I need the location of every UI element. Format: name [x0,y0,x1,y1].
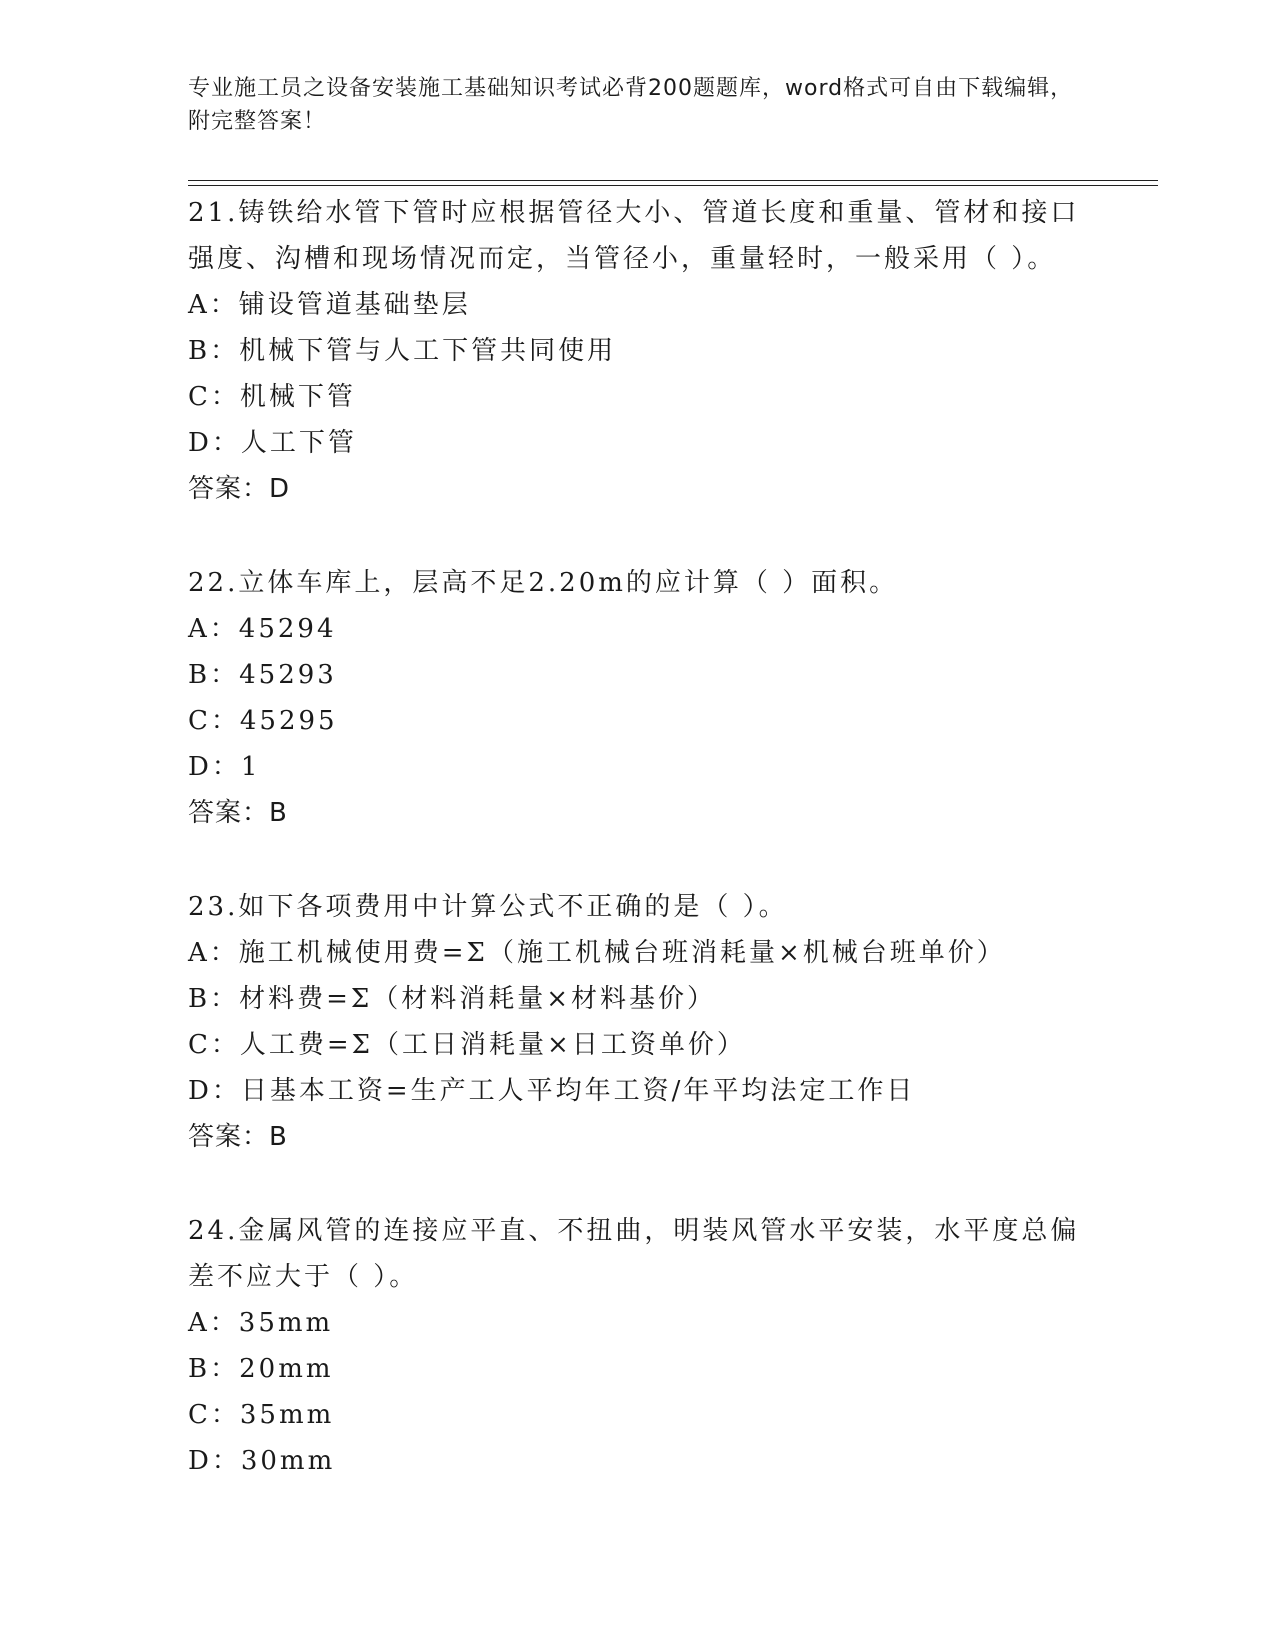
option-a: A：35mm [188,1308,334,1338]
question-21 [188,190,1088,512]
question-22 [188,560,1088,836]
question-list [188,190,1088,1532]
answer: 答案：B [188,798,288,828]
option-a: A：铺设管道基础垫层 [188,290,471,320]
header-divider-top [188,180,1158,181]
option-c: C：35mm [188,1400,335,1430]
document-header: 专业施工员之设备安装施工基础知识考试必背200题题库，word格式可自由下载编辑，附完整答案！ [188,76,1074,134]
option-b: B：45293 [188,660,337,690]
question-stem: 24.金属风管的连接应平直、不扭曲，明装风管水平安装，水平度总偏差不应大于（ ）。 [188,1216,1080,1292]
answer: 答案：D [188,474,291,504]
option-d: D：日基本工资=生产工人平均年工资/年平均法定工作日 [188,1076,916,1106]
option-c: C：机械下管 [188,382,356,412]
question-23 [188,884,1088,1160]
question-stem: 21.铸铁给水管下管时应根据管径大小、管道长度和重量、管材和接口强度、沟槽和现场情况而定，当管径小，重量轻时，一般采用（ ）。 [188,198,1080,274]
option-d: D：1 [188,752,261,782]
question-stem: 22.立体车库上，层高不足2.20m的应计算（ ）面积。 [188,568,899,598]
option-c: C：人工费=Σ（工日消耗量×日工资单价） [188,1030,746,1060]
option-b: B：材料费=Σ（材料消耗量×材料基价） [188,984,717,1014]
question-24 [188,1208,1088,1484]
question-stem: 23.如下各项费用中计算公式不正确的是（ ）。 [188,892,788,922]
option-b: B：20mm [188,1354,334,1384]
header-divider-bottom [188,185,1158,186]
option-b: B：机械下管与人工下管共同使用 [188,336,617,366]
option-a: A：45294 [188,614,337,644]
answer: 答案：B [188,1122,288,1152]
option-a: A：施工机械使用费=Σ（施工机械台班消耗量×机械台班单价） [188,938,1006,968]
option-c: C：45295 [188,706,338,736]
option-d: D：人工下管 [188,428,357,458]
option-d: D：30mm [188,1446,336,1476]
